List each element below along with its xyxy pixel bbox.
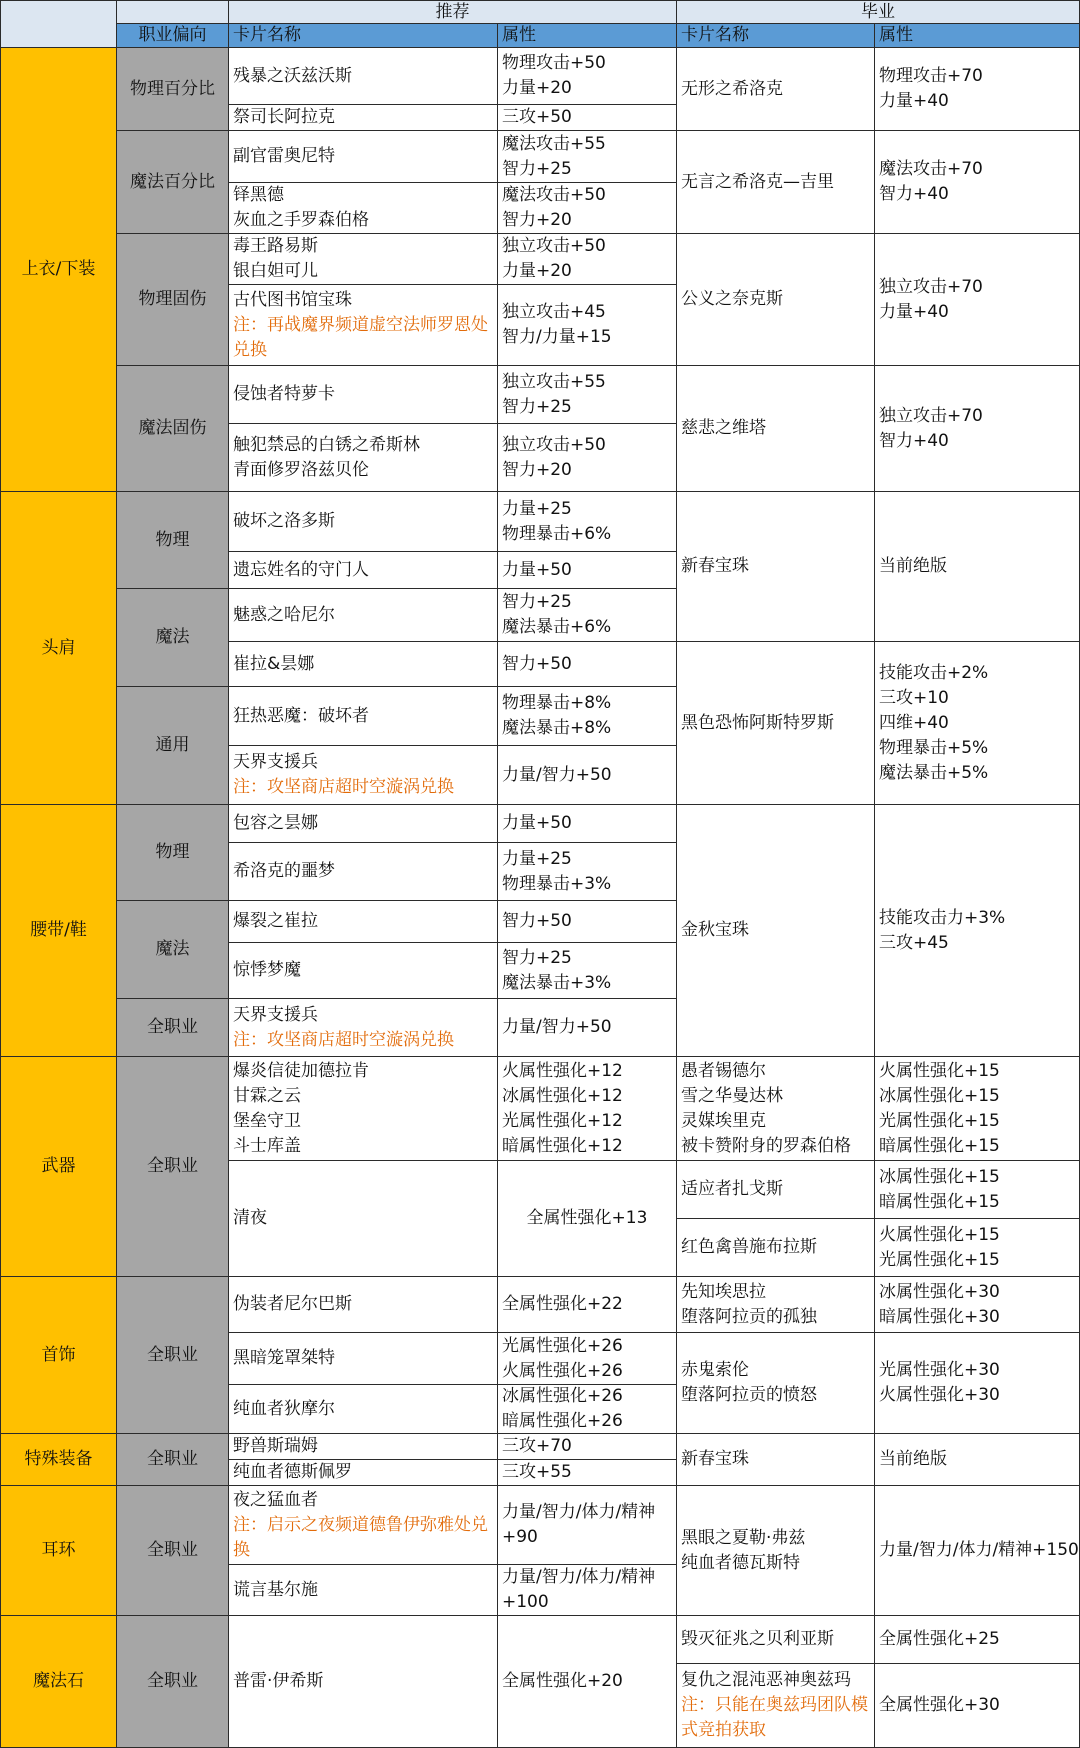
rec-attr-cell: 力量/智力+50: [498, 746, 677, 805]
card-name-text: 崔拉&昙娜: [233, 653, 315, 674]
rec-card-name-cell: [229, 805, 498, 843]
grad-card-name-cell: [677, 131, 875, 234]
card-name-text: 先知埃思拉 堕落阿拉贡的孤独: [681, 1281, 817, 1327]
grad-attr-cell: 物理攻击+70 力量+40: [875, 48, 1080, 131]
grad-attr-cell: 技能攻击+2% 三攻+10 四维+40 物理暴击+5% 魔法暴击+5%: [875, 642, 1080, 805]
career-bias-cell: 物理: [117, 805, 229, 901]
rec-attr-cell: 魔法攻击+50 智力+20: [498, 183, 677, 234]
career-bias-cell: 通用: [117, 687, 229, 805]
career-bias-cell: 物理: [117, 492, 229, 589]
card-name-text: 毒王路易斯 银白妲可儿: [233, 236, 318, 281]
card-note: 注：只能在奥兹玛团队模式竞拍获取: [681, 1695, 868, 1740]
card-name-text: 祭司长阿拉克: [233, 107, 335, 127]
career-bias-cell: 魔法: [117, 589, 229, 687]
rec-attr-cell: 智力+25 魔法暴击+3%: [498, 943, 677, 999]
rec-card-name-cell: [229, 1565, 498, 1616]
grad-card-name-cell: [677, 805, 875, 1057]
rec-card-name-cell: [229, 1434, 498, 1460]
rec-card-name-cell: [229, 424, 498, 492]
grad-card-name-cell: [677, 1219, 875, 1277]
grad-attr-cell: 全属性强化+25: [875, 1616, 1080, 1664]
card-name-text: 爆裂之崔拉: [233, 911, 318, 931]
rec-attr-cell: 物理攻击+50 力量+20: [498, 48, 677, 105]
grad-card-name-cell: [677, 1161, 875, 1219]
rec-card-name-header: 卡片名称: [229, 24, 498, 48]
card-name-text: 狂热恶魔：破坏者: [233, 705, 369, 726]
rec-attr-cell: 火属性强化+12 冰属性强化+12 光属性强化+12 暗属性强化+12: [498, 1057, 677, 1161]
bias-header: 职业偏向: [117, 24, 229, 48]
card-name-text: 红色禽兽施布拉斯: [681, 1237, 817, 1257]
rec-card-name-cell: [229, 1277, 498, 1333]
grad-attr-cell: 冰属性强化+15 暗属性强化+15: [875, 1161, 1080, 1219]
category-cell: 魔法石: [0, 1616, 117, 1748]
rec-attr-cell: 力量+50: [498, 552, 677, 589]
rec-card-name-cell: [229, 234, 498, 285]
rec-attr-cell: 独立攻击+50 智力+20: [498, 424, 677, 492]
card-name-text: 谎言基尔施: [233, 1579, 318, 1600]
rec-card-name-cell: [229, 1385, 498, 1434]
category-cell: 腰带/鞋: [0, 805, 117, 1057]
card-name-text: 赤鬼索伦 堕落阿拉贡的愤怒: [681, 1360, 817, 1405]
grad-card-name-cell: [677, 1486, 875, 1616]
grad-attr-cell: 冰属性强化+30 暗属性强化+30: [875, 1277, 1080, 1333]
card-name-text: 夜之猛血者: [233, 1489, 318, 1510]
recommend-header: 推荐: [229, 0, 677, 24]
rec-card-name-cell: [229, 131, 498, 183]
grad-card-name-cell: [677, 1664, 875, 1748]
rec-attr-cell: 智力+50: [498, 642, 677, 687]
card-name-text: 包容之昙娜: [233, 813, 318, 833]
card-name-text: 金秋宝珠: [681, 920, 749, 940]
graduate-header: 毕业: [677, 0, 1080, 24]
career-bias-cell: 全职业: [117, 1434, 229, 1486]
career-bias-cell: 全职业: [117, 1616, 229, 1748]
card-name-text: 纯血者德斯佩罗: [233, 1462, 352, 1482]
category-cell: 首饰: [0, 1277, 117, 1434]
rec-card-name-cell: [229, 492, 498, 552]
rec-attr-cell: 独立攻击+50 力量+20: [498, 234, 677, 285]
rec-card-name-cell: [229, 1486, 498, 1565]
category-cell: 耳环: [0, 1486, 117, 1616]
grad-attr-cell: 力量/智力/体力/精神+150: [875, 1486, 1080, 1616]
grad-card-name-cell: [677, 1057, 875, 1161]
card-name-text: 黑色恐怖阿斯特罗斯: [681, 712, 834, 733]
category-cell: 特殊装备: [0, 1434, 117, 1486]
card-name-text: 毁灭征兆之贝利亚斯: [681, 1629, 834, 1649]
rec-attr-cell: 三攻+50: [498, 105, 677, 131]
rec-card-name-cell: [229, 48, 498, 105]
card-note: 注：再战魔界频道虚空法师罗恩处兑换: [233, 314, 488, 360]
career-bias-cell: 物理固伤: [117, 234, 229, 366]
rec-card-name-cell: [229, 1616, 498, 1748]
rec-card-name-cell: [229, 843, 498, 901]
card-name-text: 复仇之混沌恶神奥兹玛: [681, 1670, 851, 1690]
grad-card-name-cell: [677, 234, 875, 366]
card-name-text: 希洛克的噩梦: [233, 861, 335, 881]
grad-attr-cell: 火属性强化+15 光属性强化+15: [875, 1219, 1080, 1277]
rec-attr-cell: 魔法攻击+55 智力+25: [498, 131, 677, 183]
rec-card-name-cell: [229, 183, 498, 234]
rec-attr-header: 属性: [498, 24, 677, 48]
grad-card-name-cell: [677, 48, 875, 131]
card-name-text: 遗忘姓名的守门人: [233, 559, 369, 580]
rec-card-name-cell: [229, 642, 498, 687]
card-name-text: 适应者扎戈斯: [681, 1179, 783, 1199]
card-note: 注：启示之夜频道德鲁伊弥雅处兑换: [233, 1514, 488, 1560]
grad-attr-cell: 魔法攻击+70 智力+40: [875, 131, 1080, 234]
card-name-text: 普雷·伊希斯: [233, 1671, 324, 1691]
rec-attr-cell: 全属性强化+13: [498, 1161, 677, 1277]
grad-card-name-cell: [677, 1277, 875, 1333]
career-bias-cell: 全职业: [117, 1057, 229, 1277]
grad-card-name-cell: [677, 642, 875, 805]
grad-attr-cell: 当前绝版: [875, 1434, 1080, 1486]
grad-attr-header: 属性: [875, 24, 1080, 48]
card-name-text: 新春宝珠: [681, 1449, 749, 1469]
rec-card-name-cell: [229, 366, 498, 424]
rec-attr-cell: 全属性强化+20: [498, 1616, 677, 1748]
rec-attr-cell: 三攻+70: [498, 1434, 677, 1460]
card-name-text: 无言之希洛克—吉里: [681, 171, 834, 192]
rec-attr-cell: 三攻+55: [498, 1460, 677, 1486]
card-name-text: 清夜: [233, 1208, 267, 1228]
card-name-text: 新春宝珠: [681, 556, 749, 576]
card-note: 注：攻坚商店超时空漩涡兑换: [233, 1029, 454, 1050]
grad-card-name-header: 卡片名称: [677, 24, 875, 48]
rec-card-name-cell: [229, 999, 498, 1057]
rec-attr-cell: 独立攻击+55 智力+25: [498, 366, 677, 424]
grad-attr-cell: 独立攻击+70 力量+40: [875, 234, 1080, 366]
career-bias-cell: 魔法百分比: [117, 131, 229, 234]
grad-card-name-cell: [677, 1333, 875, 1434]
card-name-text: 魅惑之哈尼尔: [233, 604, 335, 625]
grad-card-name-cell: [677, 1616, 875, 1664]
blank-header-cell: [117, 0, 229, 24]
card-name-text: 侵蚀者特萝卡: [233, 384, 335, 404]
card-name-text: 残暴之沃兹沃斯: [233, 65, 352, 86]
rec-attr-cell: 力量+50: [498, 805, 677, 843]
grad-attr-cell: 技能攻击力+3% 三攻+45: [875, 805, 1080, 1057]
category-cell: 头肩: [0, 492, 117, 805]
grad-attr-cell: 全属性强化+30: [875, 1664, 1080, 1748]
rec-attr-cell: 力量/智力+50: [498, 999, 677, 1057]
card-name-text: 公义之奈克斯: [681, 289, 783, 309]
career-bias-cell: 全职业: [117, 1486, 229, 1616]
rec-card-name-cell: [229, 943, 498, 999]
rec-card-name-cell: [229, 1460, 498, 1486]
rec-card-name-cell: [229, 746, 498, 805]
rec-card-name-cell: [229, 1057, 498, 1161]
card-name-text: 慈悲之维塔: [681, 418, 766, 438]
card-name-text: 古代图书馆宝珠: [233, 289, 352, 310]
card-name-text: 铎黑德 灰血之手罗森伯格: [233, 185, 369, 230]
rec-card-name-cell: [229, 1161, 498, 1277]
rec-attr-cell: 光属性强化+26 火属性强化+26: [498, 1333, 677, 1385]
rec-card-name-cell: [229, 589, 498, 642]
career-bias-cell: 全职业: [117, 999, 229, 1057]
grad-attr-cell: 独立攻击+70 智力+40: [875, 366, 1080, 492]
grad-card-name-cell: [677, 1434, 875, 1486]
card-name-text: 副官雷奥尼特: [233, 146, 335, 166]
rec-card-name-cell: [229, 901, 498, 943]
grad-attr-cell: 光属性强化+30 火属性强化+30: [875, 1333, 1080, 1434]
grad-card-name-cell: [677, 492, 875, 642]
grad-attr-cell: 火属性强化+15 冰属性强化+15 光属性强化+15 暗属性强化+15: [875, 1057, 1080, 1161]
career-bias-cell: 魔法固伤: [117, 366, 229, 492]
grad-card-name-cell: [677, 366, 875, 492]
card-name-text: 纯血者狄摩尔: [233, 1398, 335, 1419]
rec-attr-cell: 智力+25 魔法暴击+6%: [498, 589, 677, 642]
rec-attr-cell: 独立攻击+45 智力/力量+15: [498, 285, 677, 366]
career-bias-cell: 魔法: [117, 901, 229, 999]
card-name-text: 惊悸梦魔: [233, 960, 301, 980]
card-name-text: 天界支援兵: [233, 1004, 318, 1025]
card-name-text: 愚者锡德尔 雪之华曼达林 灵媒埃里克 被卡赞附身的罗森伯格: [681, 1060, 851, 1156]
rec-attr-cell: 力量+25 物理暴击+3%: [498, 843, 677, 901]
rec-card-name-cell: [229, 105, 498, 131]
rec-attr-cell: 全属性强化+22: [498, 1277, 677, 1333]
rec-attr-cell: 力量+25 物理暴击+6%: [498, 492, 677, 552]
card-name-text: 爆炎信徒加德拉肯 甘霖之云 堡垒守卫 斗士库盖: [233, 1060, 369, 1156]
card-name-text: 伪装者尼尔巴斯: [233, 1294, 352, 1314]
rec-attr-cell: 物理暴击+8% 魔法暴击+8%: [498, 687, 677, 746]
card-name-text: 野兽斯瑞姆: [233, 1436, 318, 1456]
category-cell: 上衣/下装: [0, 48, 117, 492]
card-note: 注：攻坚商店超时空漩涡兑换: [233, 777, 454, 797]
grad-attr-cell: 当前绝版: [875, 492, 1080, 642]
rec-card-name-cell: [229, 1333, 498, 1385]
rec-attr-cell: 力量/智力/体力/精神+100: [498, 1565, 677, 1616]
career-bias-cell: 物理百分比: [117, 48, 229, 131]
rec-card-name-cell: [229, 285, 498, 366]
rec-attr-cell: 冰属性强化+26 暗属性强化+26: [498, 1385, 677, 1434]
rec-attr-cell: 智力+50: [498, 901, 677, 943]
card-name-text: 黑眼之夏勒·弗兹 纯血者德瓦斯特: [681, 1527, 806, 1573]
card-name-text: 无形之希洛克: [681, 78, 783, 99]
rec-card-name-cell: [229, 687, 498, 746]
card-name-text: 天界支援兵: [233, 752, 318, 772]
career-bias-cell: 全职业: [117, 1277, 229, 1434]
rec-attr-cell: 力量/智力/体力/精神+90: [498, 1486, 677, 1565]
blank-header-cell: [0, 0, 117, 48]
card-name-text: 黑暗笼罩桀特: [233, 1348, 335, 1368]
rec-card-name-cell: [229, 552, 498, 589]
card-name-text: 破坏之洛多斯: [233, 511, 335, 531]
card-name-text: 触犯禁忌的白锈之希斯林 青面修罗洛兹贝伦: [233, 434, 420, 480]
category-cell: 武器: [0, 1057, 117, 1277]
